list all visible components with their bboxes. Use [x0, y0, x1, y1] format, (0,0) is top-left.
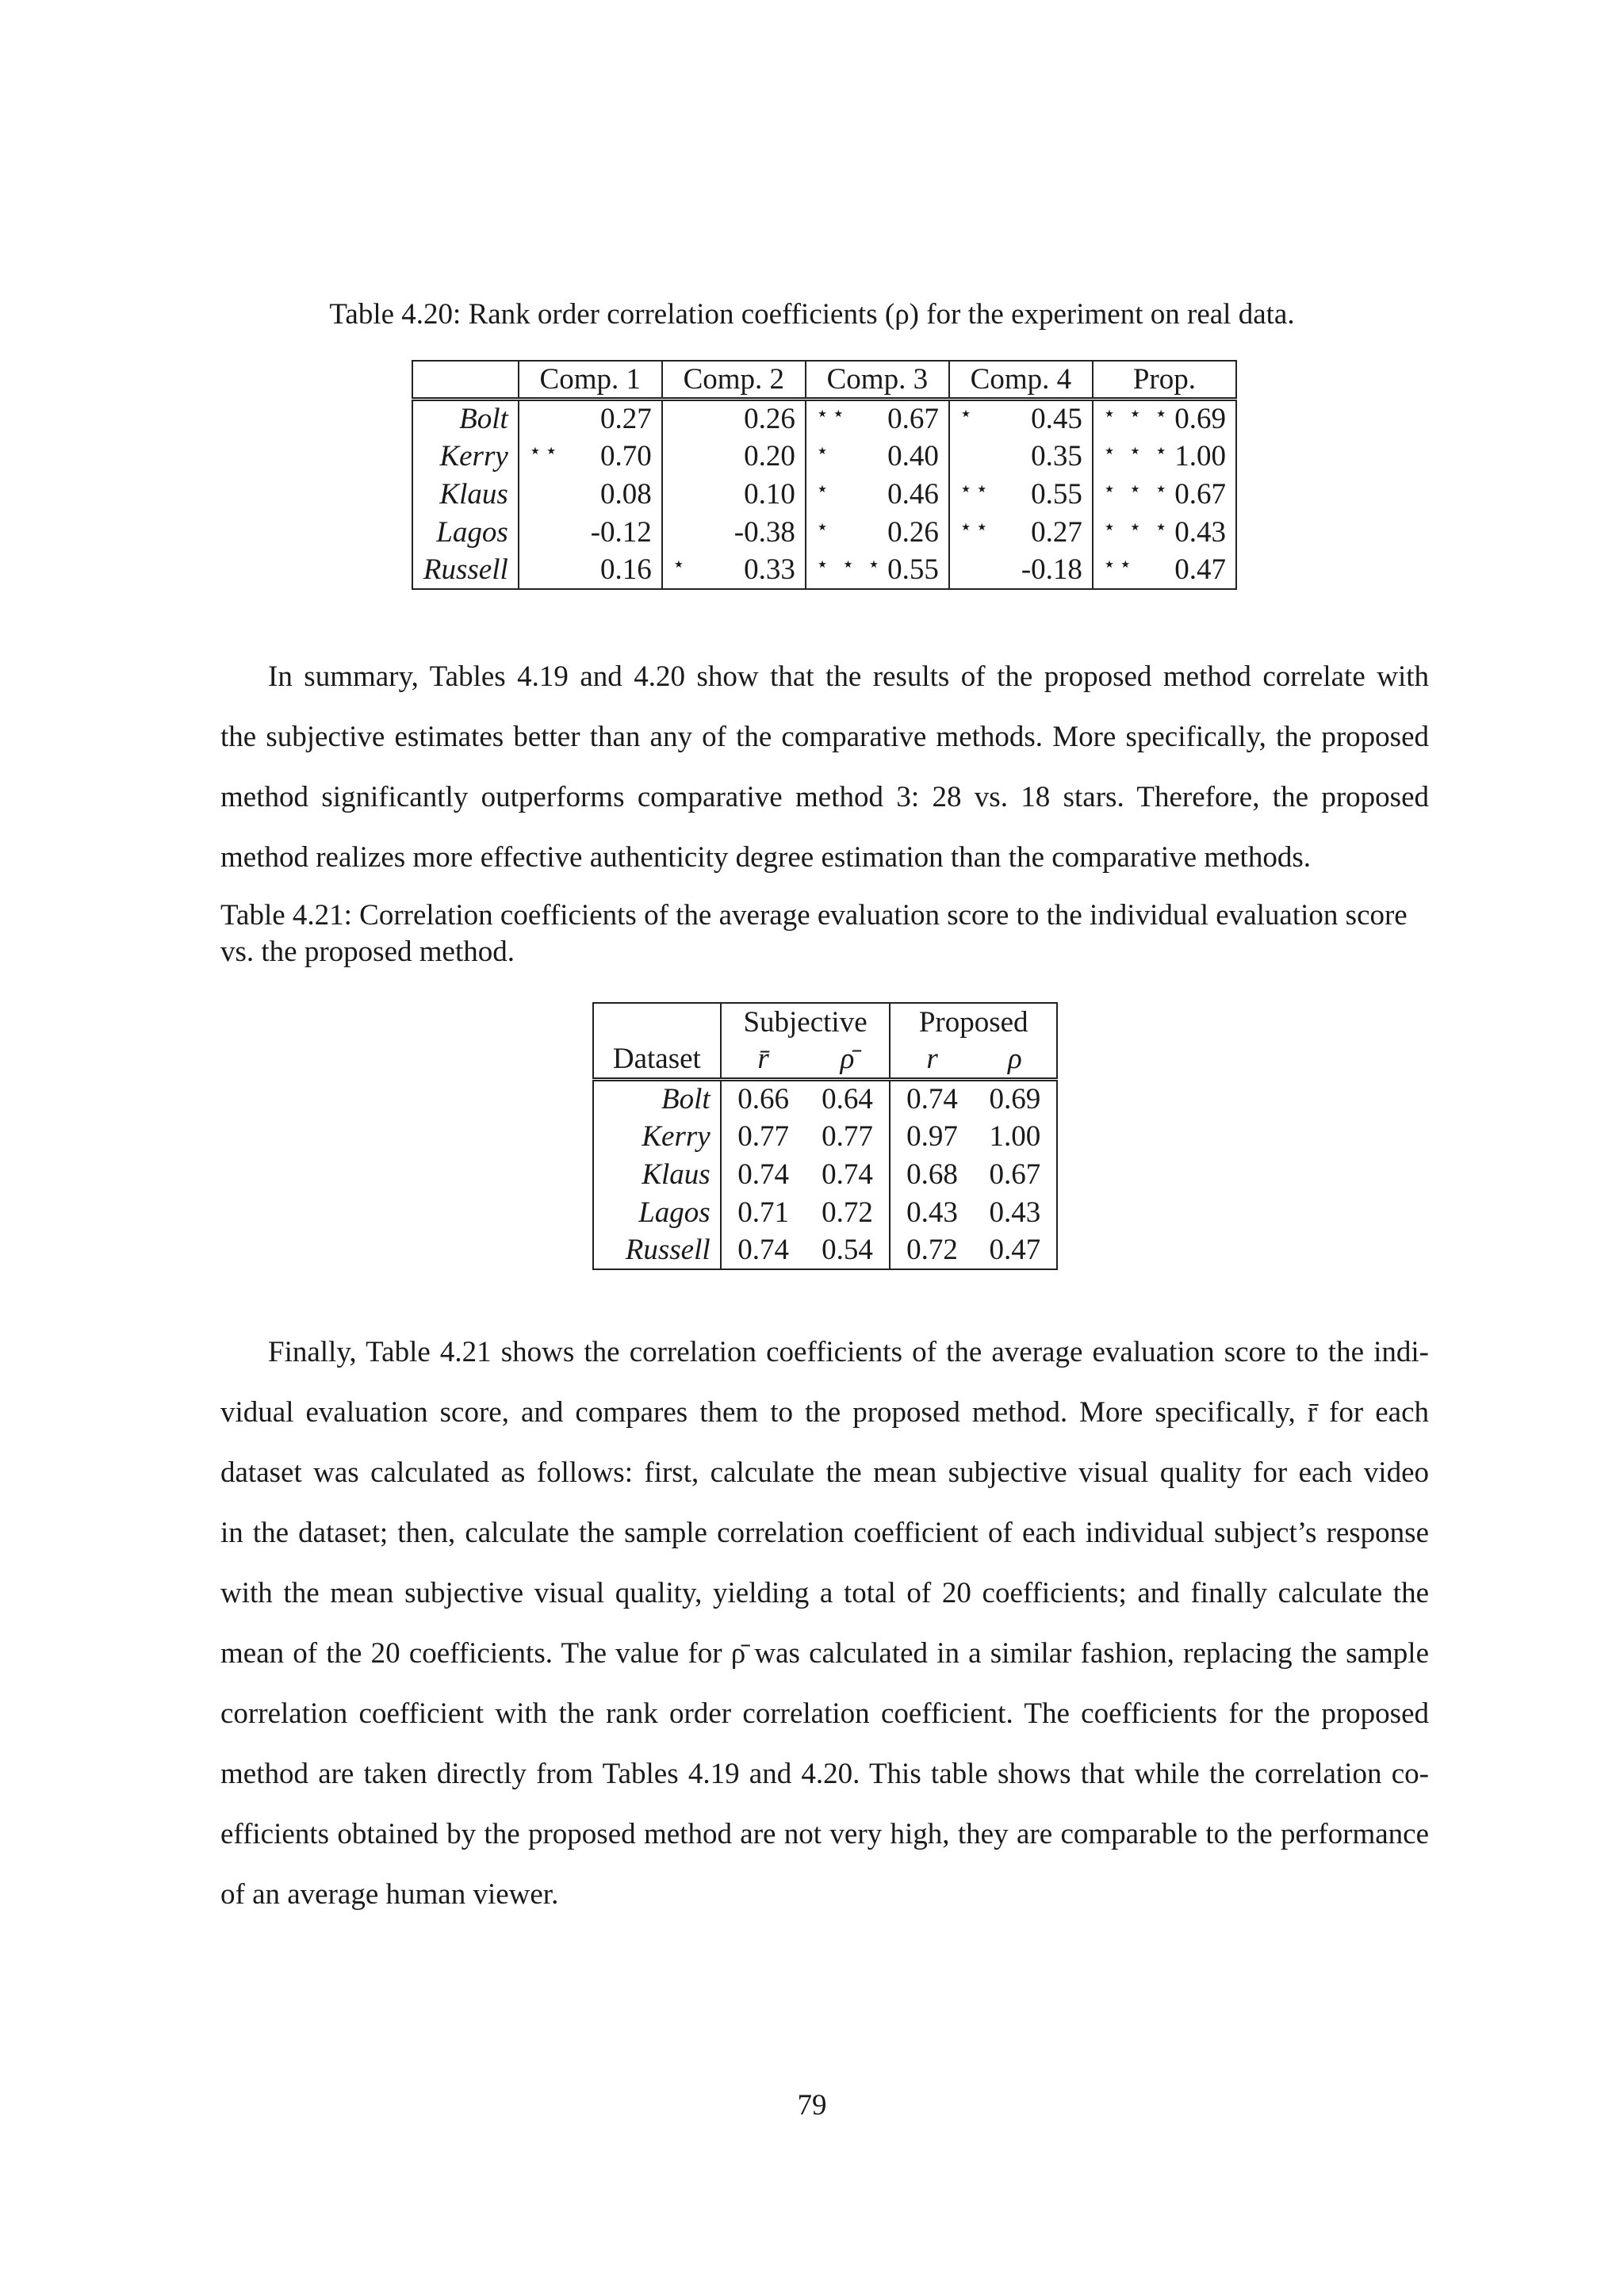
paragraph-line: In summary, Tables 4.19 and 4.20 show that the results of the proposed method correlate with: [268, 660, 1429, 693]
cell-value: 0.45: [1031, 402, 1082, 435]
table-cell: [806, 475, 949, 513]
table-header-cell: [593, 1003, 721, 1041]
cell-value: 0.26: [744, 402, 795, 435]
cell-value: 0.47: [1174, 553, 1226, 586]
table-cell: 0.97: [906, 1119, 958, 1153]
paragraph-line: Finally, Table 4.21 shows the correlation coefficients of the average evaluation score to the indi-: [268, 1336, 1429, 1368]
table-cell: 0.72: [806, 1193, 891, 1231]
table-cell: 0.43: [906, 1196, 958, 1229]
table-cell: [662, 513, 806, 551]
table-header-row: [593, 1041, 1057, 1079]
cell-value: 0.55: [887, 553, 939, 586]
table-header-cell: Prop.: [1093, 361, 1236, 399]
r-header: r: [890, 1041, 973, 1079]
rho-bar-header: ρ̄: [806, 1041, 891, 1079]
row-label: Russell: [412, 551, 519, 589]
table-header-cell: Comp. 3: [806, 361, 949, 399]
table-cell: [949, 475, 1093, 513]
table-cell: 0.43: [974, 1193, 1057, 1231]
cell-value: -0.38: [733, 515, 795, 549]
cell-value: 0.10: [744, 477, 795, 511]
r-bar-header: r̄: [721, 1041, 806, 1079]
table-row: [593, 1231, 1057, 1269]
table-cell: [949, 551, 1093, 589]
table-header-cell: Comp. 4: [949, 361, 1093, 399]
significance-stars: ⋆ ⋆ ⋆: [1102, 438, 1171, 463]
table-cell: 0.71: [737, 1196, 789, 1229]
dataset-header: Dataset: [593, 1041, 721, 1079]
row-label: Russell: [593, 1231, 721, 1269]
table-cell: 0.74: [906, 1082, 958, 1115]
table-row: [412, 513, 1236, 551]
table-cell: 0.67: [974, 1155, 1057, 1193]
table-row: [593, 1117, 1057, 1155]
table-header-cell: Comp. 1: [519, 361, 662, 399]
cell-value: 0.27: [1031, 515, 1082, 549]
paragraph-line: the subjective estimates better than any of the comparative methods. More specifically, the proposed: [220, 721, 1429, 753]
table-cell: [1093, 513, 1236, 551]
paragraph-line: mean of the 20 coefficients. The value for ρ̄ was calculated in a similar fashion, replacing the sample: [220, 1637, 1429, 1670]
table-cell: 0.72: [890, 1231, 973, 1269]
table-row: [593, 1079, 1057, 1117]
paragraph-line: correlation coefficient with the rank order correlation coefficient. The coefficients for the proposed: [220, 1697, 1429, 1730]
cell-value: 0.69: [1174, 402, 1226, 435]
cell-value: 0.16: [600, 553, 652, 586]
cell-value: 0.08: [600, 477, 652, 511]
table-cell: [519, 399, 662, 437]
table-cell: 0.64: [806, 1079, 891, 1117]
cell-value: 0.26: [887, 515, 939, 549]
row-label: Bolt: [412, 399, 519, 437]
table-cell: 0.68: [906, 1158, 958, 1191]
row-label: Klaus: [593, 1155, 721, 1193]
paragraph-line: method realizes more effective authenticity degree estimation than the comparative methods.: [220, 841, 1311, 874]
table-cell: [519, 551, 662, 589]
table-group-header-row: [593, 1003, 1057, 1041]
table-cell: [949, 437, 1093, 475]
summary-paragraph: [220, 647, 1429, 888]
table-row: [593, 1193, 1057, 1231]
table-cell: 0.74: [806, 1155, 891, 1193]
cell-value: 0.46: [887, 477, 939, 511]
cell-value: 0.55: [1031, 477, 1082, 511]
significance-stars: ⋆: [815, 515, 833, 539]
page-number: 79: [797, 2089, 827, 2122]
table-cell: 0.77: [737, 1119, 789, 1153]
table-cell: [519, 513, 662, 551]
cell-value: -0.18: [1021, 553, 1082, 586]
significance-stars: ⋆⋆: [959, 515, 992, 539]
significance-stars: ⋆ ⋆ ⋆: [1102, 476, 1171, 501]
table-cell: 0.74: [737, 1158, 789, 1191]
cell-value: 0.67: [887, 402, 939, 435]
paragraph-line: method significantly outperforms comparative method 3: 28 vs. 18 stars. Therefore, the proposed: [220, 781, 1429, 813]
table-cell: [806, 513, 949, 551]
table-cell: [662, 399, 806, 437]
finally-paragraph: [220, 1322, 1429, 1925]
cell-value: 0.35: [1031, 439, 1082, 473]
paragraph-line: efficients obtained by the proposed method are not very high, they are comparable to the performance: [220, 1818, 1429, 1850]
row-label: Kerry: [412, 437, 519, 475]
caption-line: Table 4.21: Correlation coefficients of the average evaluation score to the individual evaluation score: [220, 899, 1408, 932]
significance-stars: ⋆ ⋆ ⋆: [1102, 401, 1171, 426]
significance-stars: ⋆ ⋆ ⋆: [1102, 515, 1171, 539]
table-cell: [662, 475, 806, 513]
table-cell: [806, 551, 949, 589]
rho-header: ρ: [974, 1041, 1057, 1079]
row-label: Lagos: [412, 513, 519, 551]
table-cell: [1093, 475, 1236, 513]
table-row: [412, 475, 1236, 513]
table-cell: 0.74: [721, 1231, 806, 1269]
table-cell: [949, 399, 1093, 437]
significance-stars: ⋆: [672, 553, 689, 576]
significance-stars: ⋆⋆: [815, 401, 848, 426]
table-header-row: [412, 361, 1236, 399]
table-cell: [806, 399, 949, 437]
table-4-20: [412, 360, 1237, 590]
table-row: [593, 1155, 1057, 1193]
cell-value: 1.00: [1174, 439, 1226, 473]
table-header-cell: Comp. 2: [662, 361, 806, 399]
significance-stars: ⋆: [815, 476, 833, 501]
paragraph-line: in the dataset; then, calculate the sample correlation coefficient of each individual subject’s response: [220, 1517, 1429, 1549]
table-cell: [519, 475, 662, 513]
table-cell: 0.54: [806, 1231, 891, 1269]
table-header-cell: [412, 361, 519, 399]
table-cell: [1093, 551, 1236, 589]
significance-stars: ⋆: [959, 401, 976, 426]
cell-value: 0.33: [744, 553, 795, 586]
cell-value: 0.20: [744, 439, 795, 473]
table-cell: 0.69: [974, 1079, 1057, 1117]
paragraph-line: dataset was calculated as follows: first, calculate the mean subjective visual quality for each video: [220, 1456, 1429, 1489]
table-4-20-caption: Table 4.20: Rank order correlation coefficients (ρ) for the experiment on real data.: [329, 298, 1295, 331]
table-4-21: [592, 1002, 1058, 1270]
table-row: [412, 551, 1236, 589]
cell-value: 0.43: [1174, 515, 1226, 549]
table-cell: [1093, 437, 1236, 475]
row-label: Lagos: [593, 1193, 721, 1231]
row-label: Klaus: [412, 475, 519, 513]
table-cell: [662, 551, 806, 589]
significance-stars: ⋆⋆: [1102, 553, 1136, 576]
cell-value: 0.27: [600, 402, 652, 435]
row-label: Bolt: [593, 1079, 721, 1117]
table-row: [412, 399, 1236, 437]
paragraph-line: method are taken directly from Tables 4.19 and 4.20. This table shows that while the correlation co-: [220, 1758, 1429, 1790]
table-cell: [1093, 399, 1236, 437]
table-cell: 0.47: [974, 1231, 1057, 1269]
table-cell: 1.00: [974, 1117, 1057, 1155]
table-cell: [662, 437, 806, 475]
cell-value: 0.67: [1174, 477, 1226, 511]
table-row: [412, 437, 1236, 475]
significance-stars: ⋆: [815, 438, 833, 463]
row-label: Kerry: [593, 1117, 721, 1155]
table-cell: [806, 437, 949, 475]
paragraph-line: with the mean subjective visual quality, yielding a total of 20 coefficients; and finally calculate the: [220, 1577, 1429, 1609]
table-cell: [519, 437, 662, 475]
significance-stars: ⋆⋆: [528, 438, 561, 463]
subjective-group-header: Subjective: [721, 1003, 891, 1041]
proposed-group-header: Proposed: [890, 1003, 1057, 1041]
paragraph-line: vidual evaluation score, and compares them to the proposed method. More specifically, r̄ for each: [220, 1396, 1429, 1429]
cell-value: -0.12: [590, 515, 652, 549]
caption-line: vs. the proposed method.: [220, 936, 515, 968]
table-cell: 0.77: [806, 1117, 891, 1155]
significance-stars: ⋆ ⋆ ⋆: [815, 553, 884, 576]
paragraph-line: of an average human viewer.: [220, 1878, 559, 1911]
table-cell: [949, 513, 1093, 551]
cell-value: 0.70: [600, 439, 652, 473]
table-cell: 0.66: [737, 1082, 789, 1115]
cell-value: 0.40: [887, 439, 939, 473]
table-4-21-caption: [220, 897, 1429, 970]
significance-stars: ⋆⋆: [959, 476, 992, 501]
